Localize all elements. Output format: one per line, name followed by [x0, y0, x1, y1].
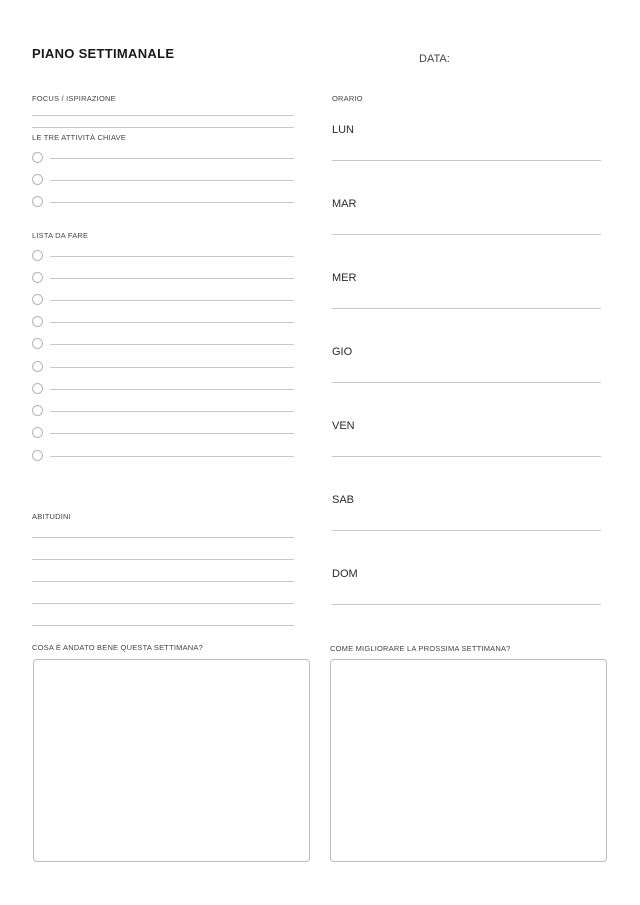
checkbox-circle-icon[interactable]	[32, 427, 43, 438]
todo-line[interactable]	[50, 256, 294, 257]
day-name: DOM	[332, 568, 358, 580]
todo-line[interactable]	[50, 433, 294, 434]
day-block-mer	[332, 272, 601, 312]
habit-line[interactable]	[32, 581, 294, 582]
key-task-row	[32, 174, 294, 188]
checkbox-circle-icon[interactable]	[32, 272, 43, 283]
checkbox-circle-icon[interactable]	[32, 338, 43, 349]
date-label: DATA:	[419, 53, 450, 65]
habits-label: ABITUDINI	[32, 512, 71, 521]
checkbox-circle-icon[interactable]	[32, 250, 43, 261]
day-line[interactable]	[332, 382, 601, 383]
checkbox-circle-icon[interactable]	[32, 152, 43, 163]
checkbox-circle-icon[interactable]	[32, 450, 43, 461]
key-tasks-label: LE TRE ATTIVITÀ CHIAVE	[32, 133, 127, 142]
day-name: GIO	[332, 346, 353, 358]
focus-line[interactable]	[32, 115, 294, 116]
todo-line[interactable]	[50, 322, 294, 323]
todo-line[interactable]	[50, 344, 294, 345]
checkbox-circle-icon[interactable]	[32, 405, 43, 416]
day-block-dom	[332, 568, 601, 608]
key-task-line[interactable]	[50, 158, 294, 159]
day-name: VEN	[332, 420, 355, 432]
todo-line[interactable]	[50, 456, 294, 457]
checkbox-circle-icon[interactable]	[32, 196, 43, 207]
todo-line[interactable]	[50, 389, 294, 390]
checkbox-circle-icon[interactable]	[32, 383, 43, 394]
key-task-line[interactable]	[50, 202, 294, 203]
day-name: MER	[332, 272, 357, 284]
todo-row	[32, 450, 294, 464]
habit-line[interactable]	[32, 537, 294, 538]
day-line[interactable]	[332, 530, 601, 531]
todo-line[interactable]	[50, 367, 294, 368]
day-line[interactable]	[332, 308, 601, 309]
day-line[interactable]	[332, 234, 601, 235]
focus-line[interactable]	[32, 127, 294, 128]
checkbox-circle-icon[interactable]	[32, 174, 43, 185]
day-block-mar	[332, 198, 601, 238]
key-task-row	[32, 196, 294, 210]
day-block-ven	[332, 420, 601, 460]
day-block-lun	[332, 124, 601, 164]
day-line[interactable]	[332, 456, 601, 457]
improve-box[interactable]	[330, 659, 607, 862]
day-line[interactable]	[332, 604, 601, 605]
key-task-row	[32, 152, 294, 166]
todo-row	[32, 316, 294, 330]
todo-line[interactable]	[50, 300, 294, 301]
went-well-box[interactable]	[33, 659, 310, 862]
todo-label: LISTA DA FARE	[32, 231, 89, 240]
habit-line[interactable]	[32, 559, 294, 560]
day-block-sab	[332, 494, 601, 534]
todo-row	[32, 338, 294, 352]
todo-row	[32, 250, 294, 264]
checkbox-circle-icon[interactable]	[32, 361, 43, 372]
habit-line[interactable]	[32, 603, 294, 604]
todo-row	[32, 361, 294, 375]
focus-label: FOCUS / ISPIRAZIONE	[32, 94, 116, 103]
checkbox-circle-icon[interactable]	[32, 294, 43, 305]
todo-line[interactable]	[50, 411, 294, 412]
todo-row	[32, 294, 294, 308]
day-line[interactable]	[332, 160, 601, 161]
todo-row	[32, 272, 294, 286]
day-name: MAR	[332, 198, 357, 210]
page-title: PIANO SETTIMANALE	[32, 46, 175, 61]
key-task-line[interactable]	[50, 180, 294, 181]
day-block-gio	[332, 346, 601, 386]
day-name: LUN	[332, 124, 355, 136]
day-name: SAB	[332, 494, 355, 506]
checkbox-circle-icon[interactable]	[32, 316, 43, 327]
habit-line[interactable]	[32, 625, 294, 626]
todo-line[interactable]	[50, 278, 294, 279]
todo-row	[32, 383, 294, 397]
went-well-label: COSA È ANDATO BENE QUESTA SETTIMANA?	[32, 643, 203, 652]
todo-row	[32, 405, 294, 419]
improve-label: COME MIGLIORARE LA PROSSIMA SETTIMANA?	[330, 644, 511, 653]
todo-row	[32, 427, 294, 441]
schedule-label: ORARIO	[332, 94, 363, 103]
